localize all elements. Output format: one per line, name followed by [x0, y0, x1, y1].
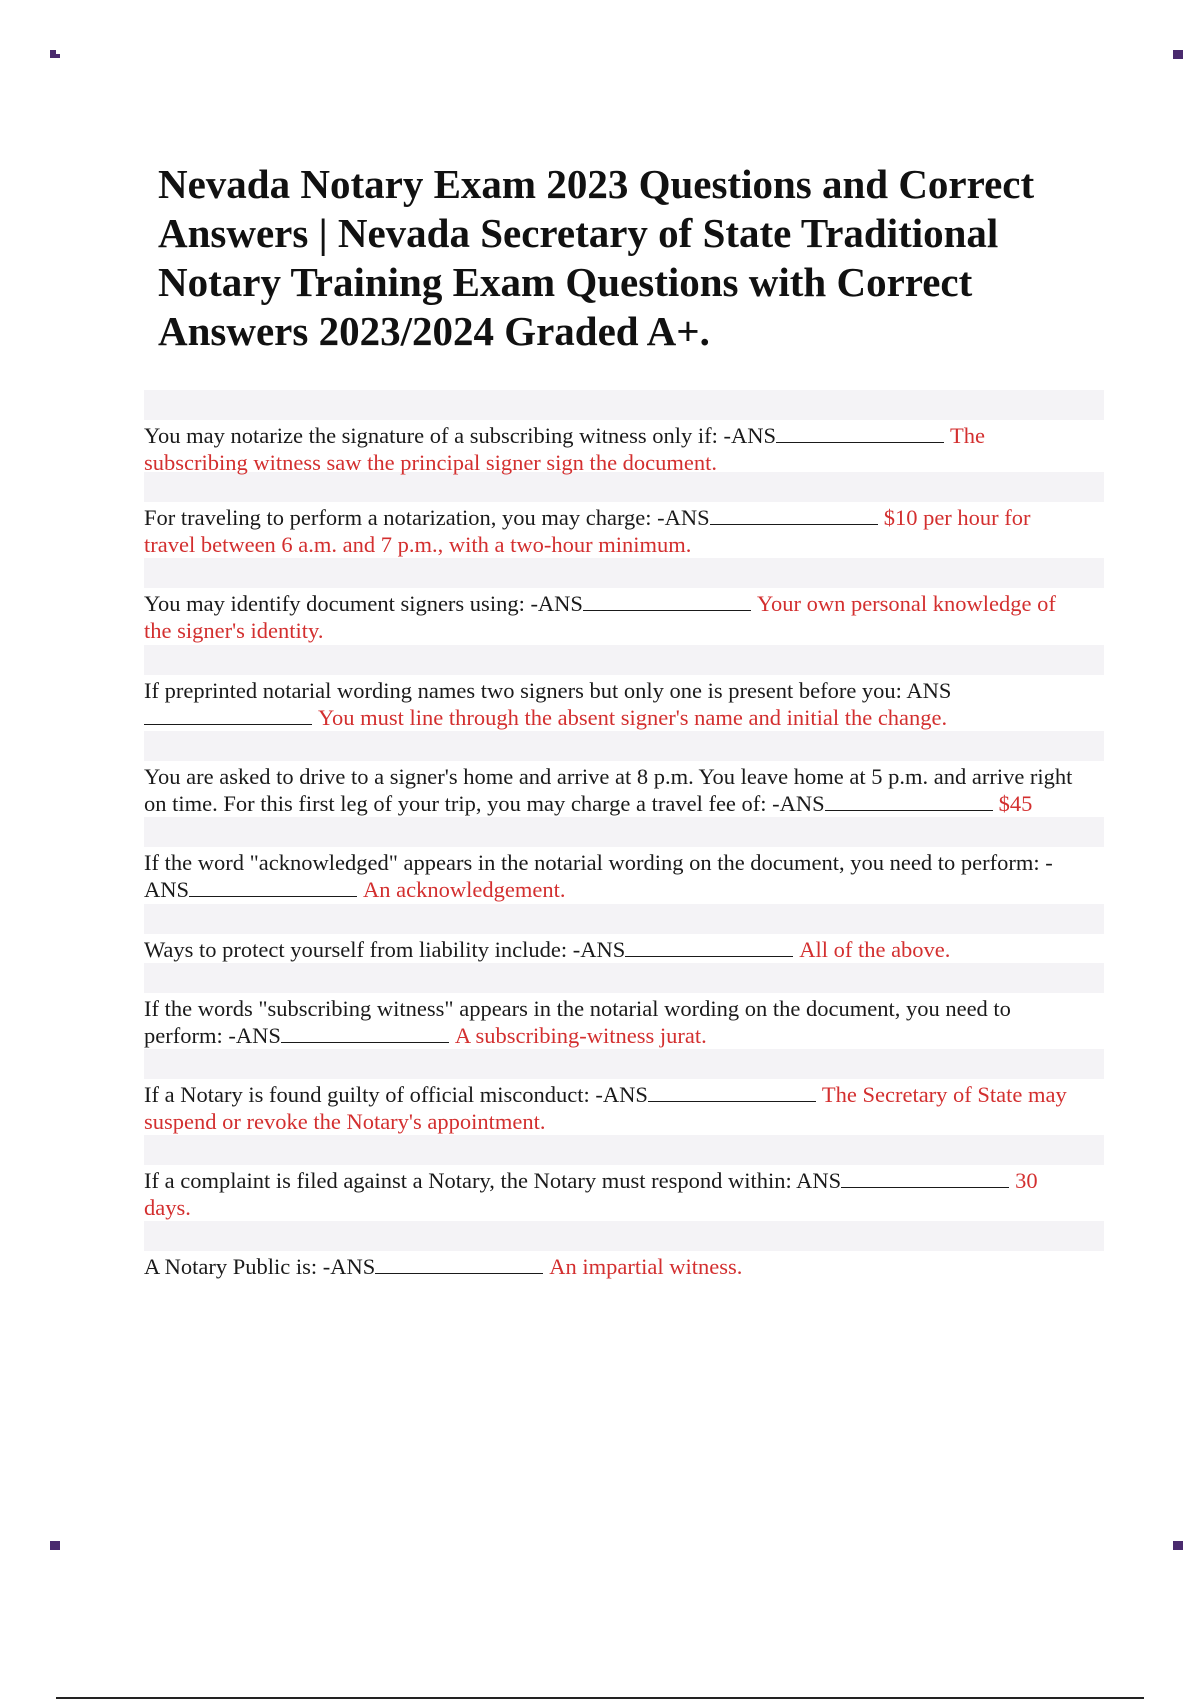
question-text: You may notarize the signature of a subscribing witness only if: -ANS: [144, 423, 776, 448]
highlight-band: [144, 645, 1104, 675]
answer-text: An impartial witness.: [549, 1254, 743, 1279]
footer-rule: [56, 1697, 1144, 1699]
qa-item: [144, 936, 1084, 963]
answer-blank: [583, 592, 751, 611]
qa-item: [144, 590, 1084, 644]
answer-text: A subscribing-witness jurat.: [454, 1023, 707, 1048]
qa-item: [144, 1253, 1084, 1280]
corner-mark-bottom-right: [1173, 1541, 1183, 1550]
highlight-band: [144, 963, 1104, 993]
qa-text: [144, 422, 1084, 476]
highlight-band: [144, 817, 1104, 847]
qa-text: [144, 1081, 1084, 1135]
corner-mark-bottom-left: [50, 1541, 60, 1550]
qa-text: [144, 590, 1084, 644]
answer-text: The Secretary of State may suspend or revoke the Notary's appointment.: [144, 1082, 1067, 1134]
answer-blank: [189, 878, 357, 897]
qa-text: [144, 763, 1084, 817]
qa-item: [144, 1081, 1084, 1135]
answer-blank: [648, 1083, 816, 1102]
answer-text: $45: [998, 791, 1033, 816]
question-text: If the word "acknowledged" appears in the notarial wording on the document, you need to perform: -ANS: [144, 850, 1053, 902]
corner-mark-top-left: [50, 50, 56, 58]
highlight-band: [144, 558, 1104, 588]
question-text: For traveling to perform a notarization, you may charge: -ANS: [144, 505, 710, 530]
question-text: Ways to protect yourself from liability include: -ANS: [144, 937, 626, 962]
qa-text: [144, 849, 1084, 903]
answer-blank: [625, 938, 793, 957]
answer-text: You must line through the absent signer's name and initial the change.: [318, 705, 948, 730]
qa-text: [144, 677, 1084, 731]
highlight-band: [144, 1135, 1104, 1165]
qa-item: [144, 504, 1084, 558]
question-text: If the words "subscribing witness" appears in the notarial wording on the document, you need to perform: -ANS: [144, 996, 1011, 1048]
question-text: A Notary Public is: -ANS: [144, 1254, 376, 1279]
document-title: Nevada Notary Exam 2023 Questions and Correct Answers | Nevada Secretary of State Traditional Notary Training Exam Questions with Correct Answers 2023/2024 Graded A+.: [158, 161, 1035, 354]
qa-item: [144, 849, 1084, 903]
answer-blank: [144, 706, 312, 725]
corner-mark-top-right: [1173, 50, 1183, 59]
answer-text: 30 days.: [144, 1168, 1038, 1220]
question-text: If a Notary is found guilty of official misconduct: -ANS: [144, 1082, 648, 1107]
qa-item: [144, 995, 1084, 1049]
qa-text: [144, 995, 1084, 1049]
answer-text: Your own personal knowledge of the signer's identity.: [144, 591, 1056, 643]
qa-item: [144, 422, 1084, 476]
question-text: If preprinted notarial wording names two signers but only one is present before you: ANS: [144, 678, 952, 703]
answer-blank: [825, 792, 993, 811]
highlight-band: [144, 390, 1104, 420]
answer-text: $10 per hour for travel between 6 a.m. and 7 p.m., with a two-hour minimum.: [144, 505, 1031, 557]
qa-item: [144, 763, 1084, 817]
qa-text: [144, 504, 1084, 558]
answer-text: All of the above.: [799, 937, 951, 962]
question-text: If a complaint is filed against a Notary, the Notary must respond within: ANS: [144, 1168, 842, 1193]
question-text: You are asked to drive to a signer's home and arrive at 8 p.m. You leave home at 5 p.m. and arrive right on time. For this first leg of your trip, you may charge a travel fee of: -ANS: [144, 764, 1073, 816]
highlight-band: [144, 1049, 1104, 1079]
highlight-band: [144, 731, 1104, 761]
qa-text: [144, 936, 1084, 963]
answer-text: The subscribing witness saw the principal signer sign the document.: [144, 423, 985, 475]
answer-blank: [281, 1024, 449, 1043]
qa-text: [144, 1167, 1084, 1221]
qa-text: [144, 1253, 1084, 1280]
qa-item: [144, 1167, 1084, 1221]
answer-blank: [841, 1169, 1009, 1188]
highlight-band: [144, 904, 1104, 934]
question-text: You may identify document signers using: -ANS: [144, 591, 583, 616]
answer-blank: [776, 424, 944, 443]
highlight-band: [144, 472, 1104, 502]
answer-blank: [375, 1255, 543, 1274]
qa-item: [144, 677, 1084, 731]
qa-list: [144, 422, 1084, 1280]
answer-text: An acknowledgement.: [363, 877, 566, 902]
highlight-band: [144, 1221, 1104, 1251]
answer-blank: [710, 506, 878, 525]
